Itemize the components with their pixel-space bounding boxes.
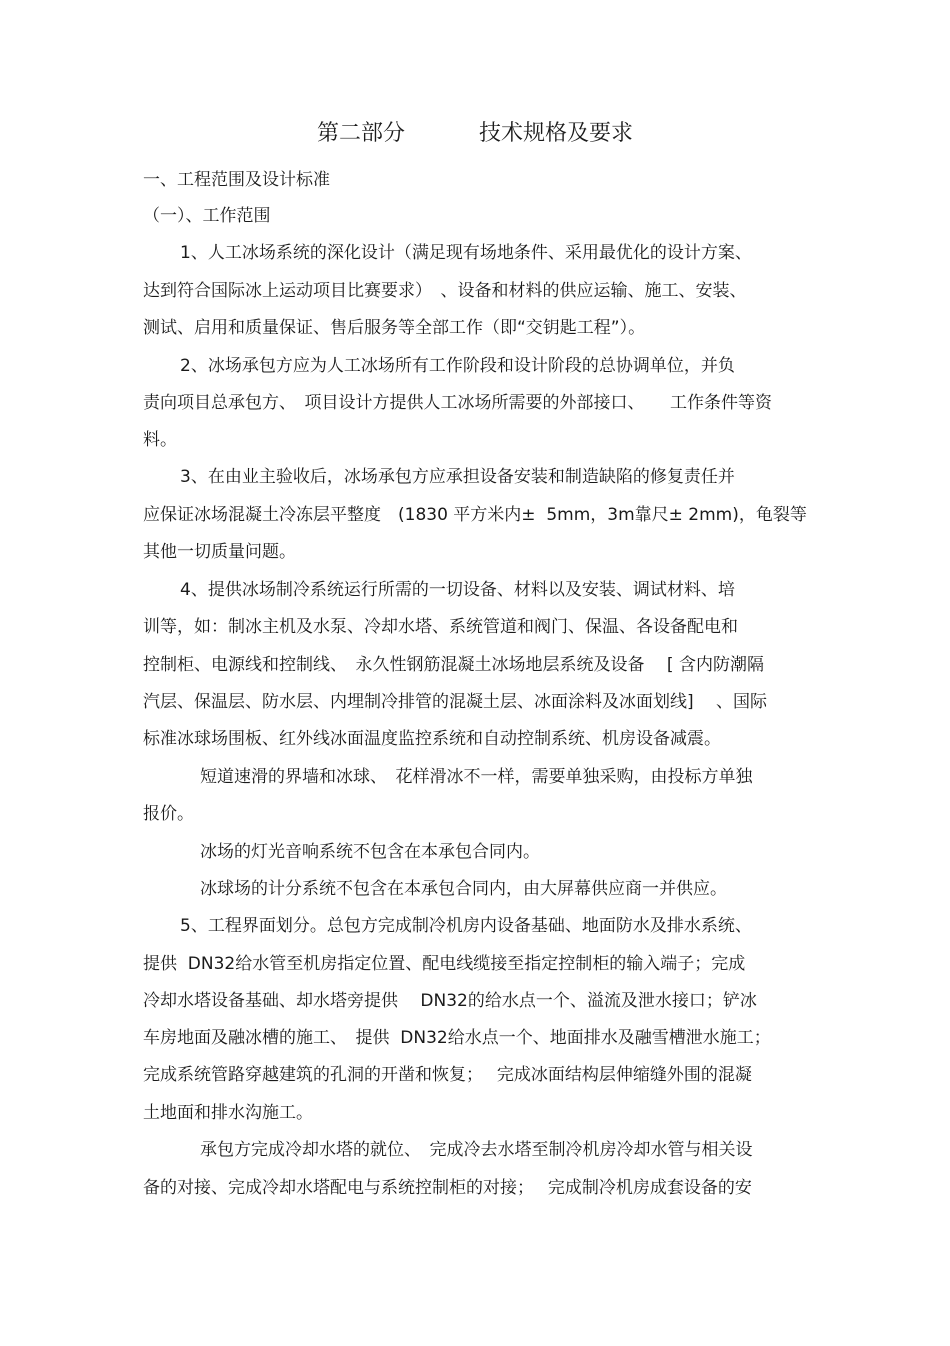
paragraph-line: 完成系统管路穿越建筑的孔洞的开凿和恢复； 完成冰面结构层伸缩缝外围的混凝 — [143, 1065, 752, 1085]
paragraph-line: 2、冰场承包方应为人工冰场所有工作阶段和设计阶段的总协调单位，并负 — [180, 356, 735, 376]
subsection-heading: （一）、工作范围 — [143, 206, 271, 226]
paragraph-line: 备的对接、完成冷却水塔配电与系统控制柜的对接； 完成制冷机房成套设备的安 — [143, 1178, 752, 1198]
section-heading: 一、工程范围及设计标准 — [143, 170, 330, 190]
paragraph-line: 应保证冰场混凝土冷冻层平整度 (1830 平方米内± 5mm，3m靠尺± 2mm)，龟裂等 — [143, 505, 807, 525]
paragraph-line: 训等，如：制冰主机及水泵、冷却水塔、系统管道和阀门、保温、各设备配电和 — [143, 617, 738, 637]
title-subject: 技术规格及要求 — [479, 121, 634, 146]
paragraph-line: 达到符合国际冰上运动项目比赛要求） 、设备和材料的供应运输、施工、安装、 — [143, 281, 747, 301]
paragraph-line: 责向项目总承包方、 项目设计方提供人工冰场所需要的外部接口、 工作条件等资 — [143, 393, 772, 413]
paragraph-line: 标准冰球场围板、红外线冰面温度监控系统和自动控制系统、机房设备减震。 — [143, 729, 721, 749]
paragraph-line: 5、工程界面划分。总包方完成制冷机房内设备基础、地面防水及排水系统、 — [180, 916, 752, 936]
page-title — [0, 118, 950, 150]
paragraph-line: 控制柜、电源线和控制线、 永久性钢筋混凝土冰场地层系统及设备 [ 含内防潮隔 — [143, 655, 764, 675]
paragraph-line: 冰场的灯光音响系统不包含在本承包合同内。 — [200, 842, 540, 862]
paragraph-line: 报价。 — [143, 804, 194, 824]
paragraph-line: 3、在由业主验收后，冰场承包方应承担设备安装和制造缺陷的修复责任并 — [180, 467, 735, 487]
paragraph-line: 车房地面及融冰槽的施工、 提供 DN32给水点一个、地面排水及融雪槽泄水施工； — [143, 1028, 771, 1048]
paragraph-line: 短道速滑的界墙和冰球、 花样滑冰不一样，需要单独采购，由投标方单独 — [200, 767, 753, 787]
paragraph-line: 料。 — [143, 430, 177, 450]
paragraph-line: 提供 DN32给水管至机房指定位置、配电线缆接至指定控制柜的输入端子；完成 — [143, 954, 746, 974]
paragraph-line: 冰球场的计分系统不包含在本承包合同内，由大屏幕供应商一并供应。 — [200, 879, 727, 899]
paragraph-line: 汽层、保温层、防水层、内埋制冷排管的混凝土层、冰面涂料及冰面划线] 、国际 — [143, 692, 768, 712]
paragraph-line: 其他一切质量问题。 — [143, 542, 296, 562]
paragraph-line: 承包方完成冷却水塔的就位、 完成冷去水塔至制冷机房冷却水管与相关设 — [200, 1140, 753, 1160]
paragraph-line: 测试、启用和质量保证、售后服务等全部工作（即“交钥匙工程”）。 — [143, 318, 646, 338]
paragraph-line: 1、人工冰场系统的深化设计（满足现有场地条件、采用最优化的设计方案、 — [180, 243, 752, 263]
title-part: 第二部分 — [316, 121, 405, 146]
paragraph-line: 冷却水塔设备基础、却水塔旁提供 DN32的给水点一个、溢流及泄水接口；铲冰 — [143, 991, 757, 1011]
paragraph-line: 土地面和排水沟施工。 — [143, 1103, 313, 1123]
paragraph-line: 4、提供冰场制冷系统运行所需的一切设备、材料以及安装、调试材料、培 — [180, 580, 735, 600]
